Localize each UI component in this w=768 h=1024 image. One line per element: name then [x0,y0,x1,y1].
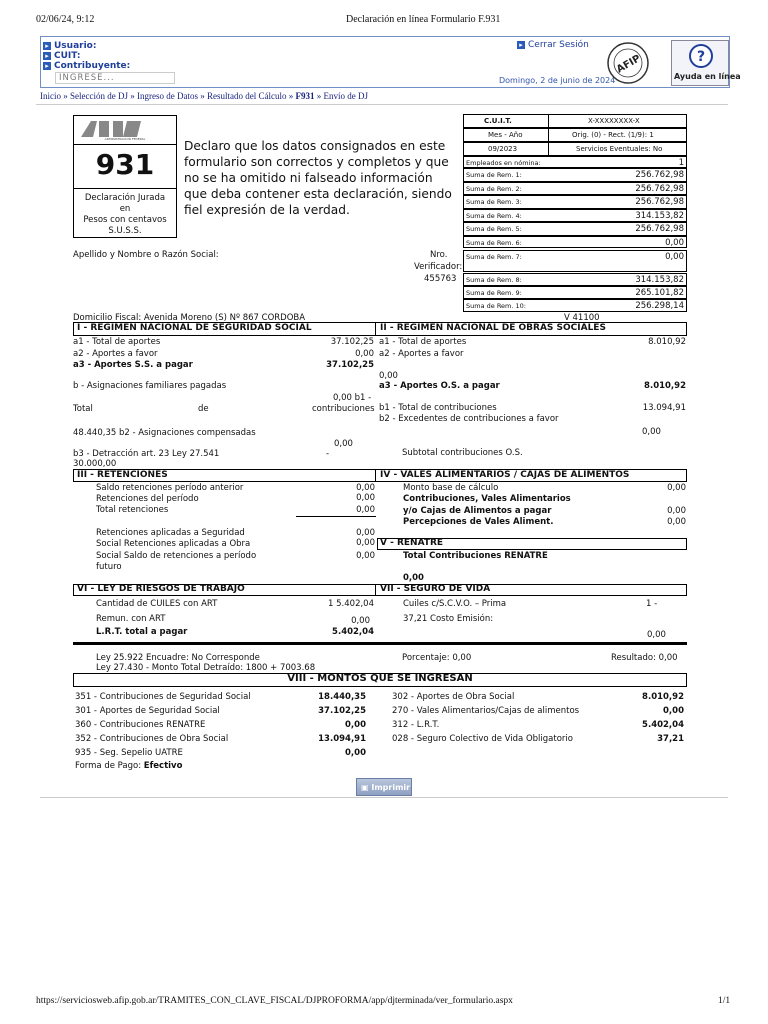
s1-a1-value: 37.102,25 [330,337,374,347]
rem-label: Suma de Rem. 7: [466,253,522,261]
s6-remun-value: 0,00 [351,616,370,626]
s1-b3-dash: - [326,449,330,459]
breadcrumb-ingreso[interactable]: Ingreso de Datos [136,91,198,101]
ley-27430: Ley 27.430 - Monto Total Detraído: 1800 + 7003.68 [96,663,316,673]
s7-cuiles-label: Cuiles c/S.C.V.O. – Prima [403,599,507,609]
rem-label: Suma de Rem. 10: [466,302,526,310]
s6-cuiles-value: 1 5.402,04 [328,599,374,609]
print-url: https://serviciosweb.afip.gob.ar/TRAMITES_CON_CLAVE_FISCAL/DJPROFORMA/app/djterminada/ver_formulario.aspx [36,996,513,1006]
monto-301-value: 37.102,25 [318,706,366,716]
form-id-box [73,115,177,238]
monto-302-label: 302 - Aportes de Obra Social [392,692,515,702]
usuario-label: ▸ Usuario: [43,41,96,51]
s3-r6-value: 0,00 [356,551,375,561]
form-desc: Declaración Jurada [84,193,166,203]
s6-remun-label: Remun. con ART [96,614,166,624]
s2-b1-label: b1 - Total de contribuciones [379,403,497,413]
s7-costo-label: 37,21 Costo Emisión: [403,614,494,624]
rem-row [463,273,687,286]
rem-value: 314.153,82 [635,275,684,285]
rem-row [463,299,687,312]
rem-value: 265.101,82 [635,288,684,298]
app-header [40,36,741,88]
rem-value: 256.762,98 [635,170,684,180]
section-7-title: VII - SEGURO DE VIDA [380,584,491,594]
breadcrumb-f931: F931 [295,91,315,101]
rem-row [463,250,687,272]
ley-25922: Ley 25.922 Encuadre: No Corresponde [96,653,260,663]
s2-a3-value: 8.010,92 [644,381,686,391]
s3-r7-label: futuro [96,562,122,572]
verificador-number: 455763 [424,274,457,284]
s2-a1-value: 8.010,92 [648,337,686,347]
section-2-title: II - REGIMEN NACIONAL DE OBRAS SOCIALES [380,323,606,333]
imprimir-label: Imprimir [371,783,411,792]
periodo-row: 09/2023 Servicios Eventuales: No [463,142,687,156]
form-desc: Pesos con centavos [83,215,167,225]
s2-a2-label: a2 - Aportes a favor [379,349,464,359]
monto-935-label: 935 - Seg. Sepelio UATRE [75,748,183,758]
s1-a2-label: a2 - Aportes a favor [73,349,158,359]
current-date: Domingo, 2 de junio de 2024 [499,76,616,85]
svg-text:?: ? [696,49,706,65]
monto-028-value: 37,21 [657,734,684,744]
rem-value: 1 [678,158,684,168]
s1-b1-value: 48.440,35 b2 - Asignaciones compensadas [73,428,256,438]
monto-312-label: 312 - L.R.T. [392,720,440,730]
cerrar-sesion-link[interactable]: ▸ Cerrar Sesión [517,40,589,50]
s3-r3-value: 0,00 [356,505,375,515]
rem-value: 0,00 [665,238,684,248]
s1-a2-value: 0,00 [355,349,374,359]
monto-301-label: 301 - Aportes de Seguridad Social [75,706,220,716]
rem-label: Suma de Rem. 1: [466,171,522,179]
breadcrumb-seleccion[interactable]: Selección de DJ [70,91,128,101]
rem-row [463,168,687,182]
domicilio-fiscal: Domicilio Fiscal: Avenida Moreno (S) Nº 867 CORDOBA [73,313,306,323]
svg-text:AFIP: AFIP [614,53,643,76]
rem-row [463,286,687,299]
rem-label: Suma de Rem. 4: [466,212,522,220]
monto-351-label: 351 - Contribuciones de Seguridad Social [75,692,251,702]
mes-row: Mes - Año Orig. (0) - Rect. (1/9): 1 [463,128,687,142]
svg-text:ADMINISTRACION FEDERAL: ADMINISTRACION FEDERAL [104,137,146,141]
s1-contrib-label: contribuciones [312,404,375,414]
help-icon [689,44,713,68]
s4-monto-value: 0,00 [667,483,686,493]
s1-b-value: 0,00 b1 - [333,393,372,403]
s6-lrt-label: L.R.T. total a pagar [96,627,188,637]
verificador-label: Verificador: [414,262,463,272]
imprimir-button[interactable] [356,778,412,796]
ingrese-select[interactable]: INGRESE... [55,72,175,84]
rem-label: Suma de Rem. 6: [466,239,522,247]
rem-value: 256.762,98 [635,197,684,207]
cuit-label: ▸ CUIT: [43,51,81,61]
breadcrumb-inicio[interactable]: Inicio [40,91,61,101]
rem-row [463,236,687,248]
s3-r1-value: 0,00 [356,483,375,493]
form-number: 931 [95,148,155,181]
s4-contrib-value: 0,00 [667,506,686,516]
s1-total-label: Total [73,404,93,414]
s4-contrib-label: Contribuciones, Vales Alimentarios [403,494,571,504]
s2-b2-value: 0,00 [642,427,661,437]
rem-row [463,156,687,168]
ayuda-button[interactable] [671,40,741,86]
cuit-row: C.U.I.T. X-XXXXXXXX-X [463,114,687,128]
breadcrumb-envio[interactable]: Envío de DJ [323,91,368,101]
s1-b2-value: 0,00 [334,439,353,449]
s3-r6-label: Social Saldo de retenciones a período [96,551,257,561]
print-datetime: 02/06/24, 9:12 [36,14,95,25]
arrow-icon: ▸ [43,42,51,50]
contribuyente-label: ▸ Contribuyente: [43,61,130,71]
form-desc: en [119,204,131,214]
nro-label: Nro. [430,250,448,260]
monto-028-label: 028 - Seguro Colectivo de Vida Obligatorio [392,734,573,744]
s6-lrt-value: 5.402,04 [332,627,374,637]
s1-a3-label: a3 - Aportes S.S. a pagar [73,360,193,370]
s2-a1-label: a1 - Total de aportes [379,337,467,347]
monto-302-value: 8.010,92 [642,692,684,702]
s1-b3-value: 30.000,00 [73,459,117,469]
form-desc: S.U.S.S. [108,226,142,236]
monto-352-label: 352 - Contribuciones de Obra Social [75,734,229,744]
porcentaje: Porcentaje: 0,00 [402,653,472,663]
rem-value: 256.762,98 [635,224,684,234]
rem-row [463,195,687,209]
s1-a1-label: a1 - Total de aportes [73,337,161,347]
s5-total-label: Total Contribuciones RENATRE [403,551,548,561]
rem-value: 0,00 [665,252,684,262]
arrow-icon: ▸ [517,41,525,49]
afip-logo [79,119,171,141]
section-1-title: I - REGIMEN NACIONAL DE SEGURIDAD SOCIAL [77,323,312,333]
rem-label: Suma de Rem. 2: [466,185,522,193]
forma-pago: Forma de Pago: Efectivo [75,761,183,771]
s3-r3-label: Total retenciones [96,505,169,515]
s4-percep-value: 0,00 [667,517,686,527]
declaration-text: Declaro que los datos consignados en este formulario son correctos y completos y que no se ha omitido ni falseado información que deba contener esta declaración, siendo fiel expresión de la verdad. [184,139,452,217]
section-4-title: IV - VALES ALIMENTARIOS / CAJAS DE ALIMENTOS [380,470,630,480]
rem-label: Suma de Rem. 9: [466,289,522,297]
s4-percep-label: Percepciones de Vales Aliment. [403,517,554,527]
afip-seal-logo [603,41,653,85]
s3-r1-label: Saldo retenciones período anterior [96,483,244,493]
rem-label: Suma de Rem. 3: [466,198,522,206]
s3-r4-label: Retenciones aplicadas a Seguridad [96,528,245,538]
s3-r5-value: 0,00 [356,538,375,548]
s6-cuiles-label: Cantidad de CUILES con ART [96,599,218,609]
monto-270-value: 0,00 [663,706,684,716]
s4-contrib-label-2: y/o Cajas de Alimentos a pagar [403,506,552,516]
rem-label: Empleados en nómina: [466,159,541,167]
s2-subtotal-label: Subtotal contribuciones O.S. [402,448,523,458]
arrow-icon: ▸ [43,62,51,70]
section-6-title: VI - LEY DE RIESGOS DE TRABAJO [77,584,245,594]
s2-a2-value: 0,00 [379,371,398,381]
s5-total-value: 0,00 [403,573,424,583]
s3-r2-value: 0,00 [356,493,375,503]
rem-label: Suma de Rem. 5: [466,225,522,233]
monto-312-value: 5.402,04 [642,720,684,730]
s1-b-label: b - Asignaciones familiares pagadas [73,381,227,391]
s1-a3-value: 37.102,25 [326,360,374,370]
s2-a3-label: a3 - Aportes O.S. a pagar [379,381,500,391]
rem-row [463,209,687,222]
resultado: Resultado: 0,00 [611,653,678,663]
monto-360-value: 0,00 [345,720,366,730]
rem-row [463,222,687,236]
printer-icon: ▣ [361,783,369,792]
monto-270-label: 270 - Vales Alimentarios/Cajas de alimentos [392,706,580,716]
apellido-label: Apellido y Nombre o Razón Social: [73,250,219,260]
rem-label: Suma de Rem. 8: [466,276,522,284]
monto-360-label: 360 - Contribuciones RENATRE [75,720,206,730]
s3-r5-label: Social Retenciones aplicadas a Obra [96,539,251,549]
arrow-icon: ▸ [43,52,51,60]
s7-costo-value: 0,00 [647,630,666,640]
breadcrumb-resultado[interactable]: Resultado del Cálculo [206,91,287,101]
print-title: Declaración en línea Formulario F.931 [346,14,501,25]
s4-monto-label: Monto base de cálculo [403,483,499,493]
s2-b2-label: b2 - Excedentes de contribuciones a favor [379,414,559,424]
section-8-title: VIII - MONTOS QUE SE INGRESAN [287,673,473,684]
ayuda-label: Ayuda en línea [674,72,741,81]
s2-b1-value: 13.094,91 [642,403,686,413]
s3-r2-label: Retenciones del período [96,494,199,504]
s3-r4-value: 0,00 [356,528,375,538]
print-page: 1/1 [718,996,731,1006]
monto-935-value: 0,00 [345,748,366,758]
section-3-title: III - RETENCIONES [77,470,168,480]
rem-value: 256.298,14 [635,301,684,311]
section-5-title: V - RENATRE [380,538,444,548]
rem-value: 314.153,82 [635,211,684,221]
s1-b3-label: b3 - Detracción art. 23 Ley 27.541 [73,449,220,459]
rem-row [463,182,687,195]
version-label: V 41100 [564,313,600,323]
monto-352-value: 13.094,91 [318,734,366,744]
s1-de-label: de [198,404,209,414]
rem-value: 256.762,98 [635,184,684,194]
monto-351-value: 18.440,35 [318,692,366,702]
breadcrumb: Inicio » Selección de DJ » Ingreso de Datos » Resultado del Cálculo » F931 » Envío de DJ [40,91,368,101]
s7-cuiles-value: 1 - [646,599,658,609]
